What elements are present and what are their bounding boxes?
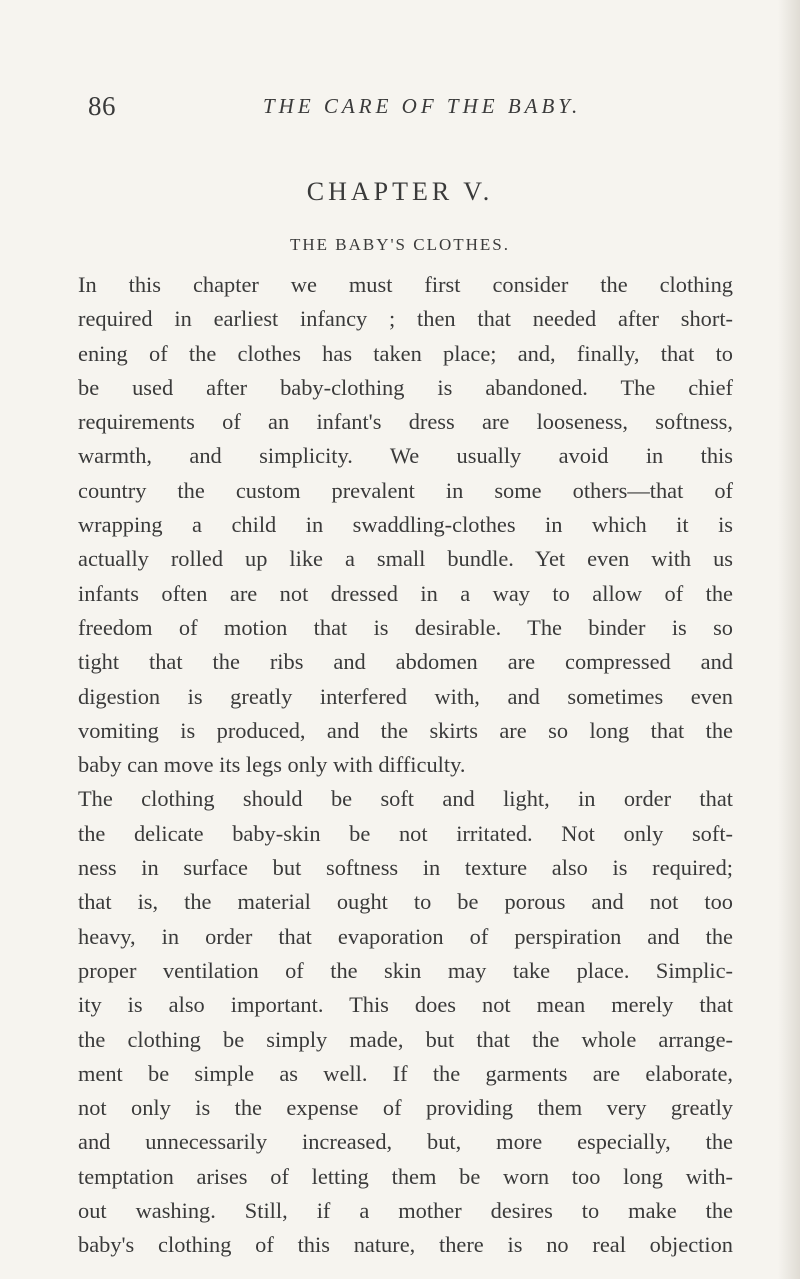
text-line: vomiting is produced, and the skirts are so long that the xyxy=(78,717,733,743)
text-line: ity is also important. This does not mean merely that xyxy=(78,992,733,1018)
text-line: temptation arises of letting them be worn too long with- xyxy=(78,1163,733,1189)
page-number: 86 xyxy=(88,91,116,121)
text-line: requirements of an infant's dress are looseness, softness, xyxy=(78,409,733,435)
text-line: In this chapter we must first consider the clothing xyxy=(78,272,733,297)
text-line: ening of the clothes has taken place; and, finally, that to xyxy=(78,340,733,366)
text-line: The clothing should be soft and light, in order that xyxy=(78,786,733,812)
text-line: freedom of motion that is desirable. The binder is so xyxy=(78,614,733,640)
text-line: the clothing be simply made, but that the whole arrange- xyxy=(78,1026,733,1052)
text-line: ment be simple as well. If the garments are elaborate, xyxy=(78,1060,733,1086)
body-text xyxy=(78,268,733,1263)
text-line: baby's clothing of this nature, there is no real objection xyxy=(78,1232,733,1258)
text-line: actually rolled up like a small bundle. Yet even with us xyxy=(78,546,733,572)
text-line: ness in surface but softness in texture also is required; xyxy=(78,855,733,881)
text-line: be used after baby-clothing is abandoned. The chief xyxy=(78,374,733,400)
chapter-subtitle: THE BABY'S CLOTHES. xyxy=(289,235,511,254)
text-line: not only is the expense of providing them very greatly xyxy=(78,1095,733,1121)
text-line: proper ventilation of the skin may take place. Simplic- xyxy=(78,957,733,983)
text-line: country the custom prevalent in some others—that of xyxy=(78,477,733,503)
text-line: tight that the ribs and abdomen are compressed and xyxy=(78,649,733,675)
text-line: out washing. Still, if a mother desires to make the xyxy=(78,1198,733,1224)
text-line: and unnecessarily increased, but, more especially, the xyxy=(78,1129,733,1155)
text-line: infants often are not dressed in a way to allow of the xyxy=(78,580,733,606)
chapter-title: CHAPTER V. xyxy=(306,177,494,206)
running-title: THE CARE OF THE BABY. xyxy=(263,94,582,118)
running-head xyxy=(88,88,728,124)
text-line: the delicate baby-skin be not irritated. Not only soft- xyxy=(78,820,733,846)
text-line: warmth, and simplicity. We usually avoid in this xyxy=(78,443,733,469)
text-line: wrapping a child in swaddling-clothes in which it is xyxy=(78,512,733,538)
text-line: digestion is greatly interfered with, and sometimes even xyxy=(78,683,733,709)
text-line: heavy, in order that evaporation of perspiration and the xyxy=(78,923,733,949)
text-line: that is, the material ought to be porous and not too xyxy=(78,889,733,915)
text-line: baby can move its legs only with difficulty. xyxy=(78,752,466,778)
text-line: required in earliest infancy ; then that needed after short- xyxy=(78,306,733,332)
